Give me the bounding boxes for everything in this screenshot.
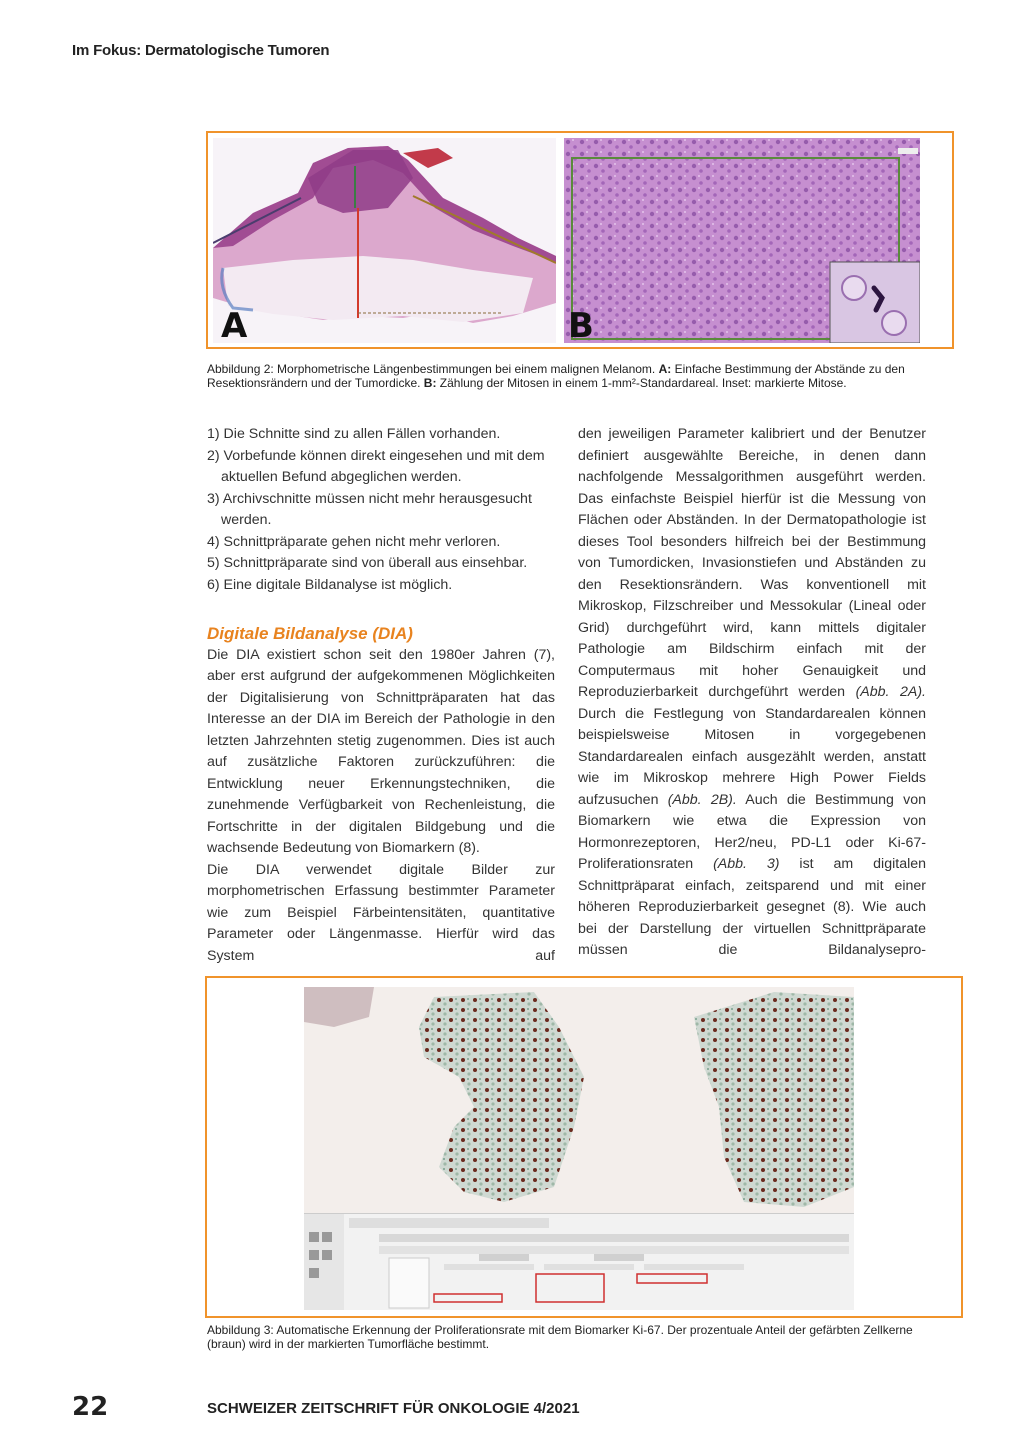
caption-label-a: A: bbox=[658, 362, 672, 376]
paragraph bbox=[578, 424, 926, 962]
figure-reference: (Abb. 3) bbox=[713, 856, 780, 872]
caption-label-b: B: bbox=[423, 376, 437, 390]
figure-2a-histology-image bbox=[213, 138, 556, 343]
page-number: 22 bbox=[72, 1392, 109, 1422]
software-ui-svg bbox=[304, 1214, 854, 1310]
list-item: 3) Archivschnitte müssen nicht mehr herausgesucht werden. bbox=[207, 490, 532, 528]
text-run: Auch die Bestimmung von Biomarkern wie etwa die Expression von Hormonrezeptoren, Her2/neu, PD-L1 oder Ki-67-Proliferationsraten bbox=[578, 791, 926, 872]
paragraph: Die DIA verwendet digitale Bilder zur morphometrischen Erfassung bestimmter Parameter wie zum Beispiel Färbeintensitäten, quantitative Parameter oder Längenmasse. Hierfür wird das System auf bbox=[207, 861, 555, 964]
text-run: ist am digitalen Schnittpräparat einfach, zeitsparend und mit einer höheren Reproduzierbarkeit gesegnet (8). Wie auch bei der Darstellung der virtuellen Schnittpräparate müssen die Bildanalysepro- bbox=[578, 856, 927, 958]
running-header: Im Fokus: Dermatologische Tumoren bbox=[72, 42, 330, 59]
caption-text-b: Zählung der Mitosen in einem 1-mm²-Standardareal. Inset: markierte Mitose. bbox=[436, 376, 847, 390]
caption-text: Abbildung 2: Morphometrische Längenbestimmungen bei einem malignen Melanom. bbox=[207, 362, 659, 376]
text-run: Durch die Festlegung von Standardarealen können beispielsweise Mitosen in vorgegebenen Standardarealen einfach ausgezählt werden, anstatt wie im Mikroskop mehrere High Power Fields aufzusuchen bbox=[578, 705, 926, 808]
paragraph: Die DIA existiert schon seit den 1980er Jahren (7), aber erst aufgrund der aufgekommenen Möglichkeiten der Digitalisierung von Schnittpräparaten hat das Interesse an der DIA im Bereich der Pathologie in den letzten Jahrzehnten stetig zugenommen. Dies ist auch auf zusätzliche Faktoren zurückzuführen: die Entwicklung neuer Erkennungstechniken, die zunehmende Verfügbarkeit von Rechenleistung, die Fortschritte in der digitalen Bildgebung und die wachsende Bedeutung von Biomarkern (8). bbox=[207, 646, 555, 856]
right-column bbox=[578, 424, 926, 962]
ki67-tissue-svg bbox=[304, 987, 854, 1213]
figure-3-caption: Abbildung 3: Automatische Erkennung der Proliferationsrate mit dem Biomarker Ki-67. Der prozentuale Anteil der gefärbten Zellkerne (braun) wird in der markierten Tumorfläche bestimmt. bbox=[207, 1323, 913, 1351]
left-column bbox=[207, 424, 555, 967]
list-item: 5) Schnittpräparate sind von überall aus einsehbar. bbox=[207, 555, 528, 571]
figure-reference: (Abb. 2A). bbox=[855, 684, 926, 700]
list-item: 2) Vorbefunde können direkt eingesehen und mit dem aktuellen Befund abgeglichen werden. bbox=[207, 447, 545, 485]
list-item: 6) Eine digitale Bildanalyse ist möglich. bbox=[207, 576, 453, 593]
list-item: 1) Die Schnitte sind zu allen Fällen vorhanden. bbox=[207, 426, 501, 442]
text-run: den jeweiligen Parameter kalibriert und der Benutzer definiert ausgewählte Bereiche, in denen dann nachfolgende Messalgorithmen ausgeführt werden. Das einfachste Beispiel hierfür ist die Messung von Flächen oder Abständen. In der Dermatopathologie ist dieses Tool besonders hilfreich bei der Bestimmung von Tumordicken, Invasionstiefen und Abständen zu den Resektionsrändern. Was konventionell mit Mikroskop, Filzschreiber und Messokular (Lineal oder Grid) durchgeführt wird, kann mittels digitaler Pathologie am Bildschirm einfach mit der Computermaus mit hoher Genauigkeit und Reproduzierbarkeit durchgeführt werden bbox=[578, 426, 926, 700]
figure-3-software-panel bbox=[304, 1213, 854, 1310]
caption-text-a: Einfache Bestimmung der Abstände zu den Resektionsrändern und der Tumordicke. bbox=[207, 362, 905, 390]
figure-reference: (Abb. 2B). bbox=[667, 791, 737, 808]
figure-2-caption bbox=[207, 362, 927, 390]
journal-title: SCHWEIZER ZEITSCHRIFT FÜR ONKOLOGIE 4/2021 bbox=[207, 1400, 580, 1417]
list-item: 4) Schnittpräparate gehen nicht mehr verloren. bbox=[207, 533, 501, 550]
panel-a-label: A bbox=[221, 306, 248, 343]
figure-2b-mitosis-image bbox=[564, 138, 920, 343]
mitosis-field-svg bbox=[564, 138, 920, 343]
melanoma-overview-svg bbox=[213, 138, 556, 343]
figure-3-ki67-slide-image bbox=[304, 987, 854, 1213]
section-title: Digitale Bildanalyse (DIA) bbox=[207, 624, 413, 643]
panel-b-label: B bbox=[568, 306, 594, 343]
